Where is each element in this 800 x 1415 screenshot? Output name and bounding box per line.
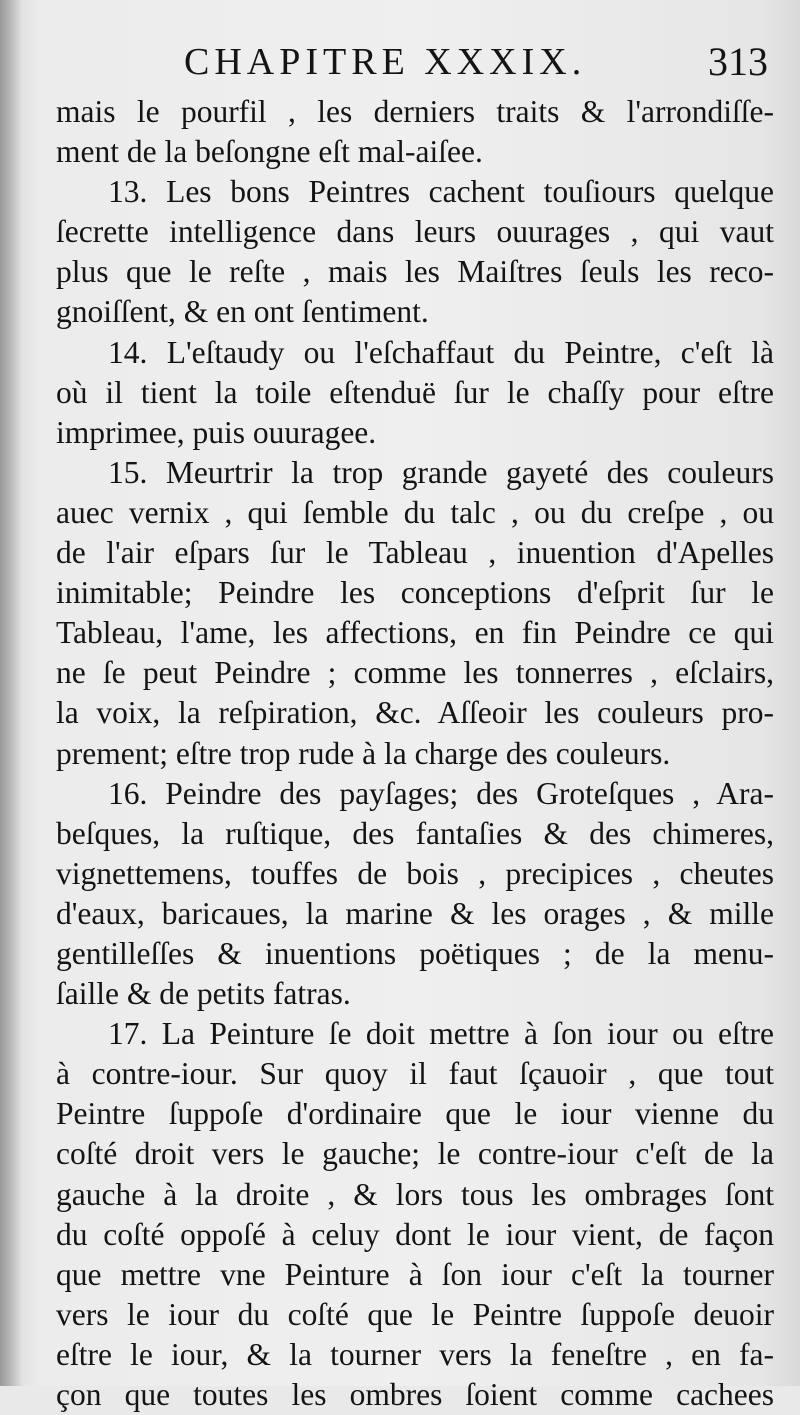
text-line: du coſté oppoſé à celuy dont le iour vient, de façon bbox=[56, 1216, 774, 1252]
text-line: de l'air eſpars ſur le Tableau , inuention d'Apelles bbox=[56, 535, 774, 571]
text-line: ne ſe peut Peindre ; comme les tonnerres , eſclairs, bbox=[56, 655, 774, 691]
text-line: 16. Peindre des payſages; des Groteſques , Ara- bbox=[108, 775, 774, 811]
text-line: ſecrette intelligence dans leurs ouurages , qui vaut bbox=[56, 214, 774, 250]
text-line: 17. La Peinture ſe doit mettre à ſon iour ou eſtre bbox=[108, 1016, 774, 1052]
text-line: auec vernix , qui ſemble du talc , ou du creſpe , ou bbox=[56, 494, 774, 530]
page-number: 313 bbox=[708, 39, 768, 84]
text-line: ment de la beſongne eſt mal-aiſee. bbox=[56, 134, 483, 170]
text-line: Peintre ſuppoſe d'ordinaire que le iour vienne du bbox=[56, 1096, 774, 1132]
page-header bbox=[60, 36, 770, 96]
text-line: gentilleſſes & inuentions poëtiques ; de la menu- bbox=[56, 935, 774, 971]
text-line: mais le pourfil , les derniers traits & l'arrondiſſe- bbox=[56, 94, 774, 129]
text-line: où il tient la toile eſtenduë ſur le chaſſy pour eſtre bbox=[56, 374, 774, 410]
text-line: vignettemens, touffes de bois , precipices , cheutes bbox=[56, 855, 774, 891]
text-line: 14. L'eſtaudy ou l'eſchaffaut du Peintre, c'eſt là bbox=[108, 334, 774, 370]
page-gutter-shadow bbox=[0, 0, 22, 1386]
text-line: gauche à la droite , & lors tous les ombrages ſont bbox=[56, 1176, 774, 1212]
text-line: beſques, la ruſtique, des fantaſies & des chimeres, bbox=[56, 815, 774, 851]
text-line: 15. Meurtrir la trop grande gayeté des couleurs bbox=[108, 454, 774, 490]
text-line: ſaille & de petits fatras. bbox=[56, 976, 351, 1012]
text-line: 13. Les bons Peintres cachent touſiours quelque bbox=[108, 174, 774, 210]
text-line: à contre-iour. Sur quoy il faut ſçauoir , que tout bbox=[56, 1056, 774, 1092]
text-line: d'eaux, baricaues, la marine & les orages , & mille bbox=[56, 895, 774, 931]
text-line: la voix, la reſpiration, &c. Aſſeoir les couleurs pro- bbox=[56, 695, 774, 731]
text-line: Tableau, l'ame, les affections, en fin Peindre ce qui bbox=[56, 615, 774, 651]
text-line: prement; eſtre trop rude à la charge des couleurs. bbox=[56, 735, 671, 771]
running-head: CHAPITRE XXXIX. bbox=[184, 41, 587, 83]
text-line: vers le iour du coſté que le Peintre ſuppoſe deuoir bbox=[56, 1296, 774, 1332]
text-line: coſté droit vers le gauche; le contre-iour c'eſt de la bbox=[56, 1136, 774, 1172]
text-line: eſtre le iour, & la tourner vers la feneſtre , en fa- bbox=[56, 1336, 774, 1372]
body-text bbox=[56, 92, 774, 1415]
text-line: que mettre vne Peinture à ſon iour c'eſt la tourner bbox=[56, 1256, 774, 1292]
text-line: inimitable; Peindre les conceptions d'eſprit ſur le bbox=[56, 575, 774, 611]
text-line: çon que toutes les ombres ſoient comme cachees bbox=[56, 1377, 774, 1412]
text-line: gnoiſſent, & en ont ſentiment. bbox=[56, 294, 429, 330]
text-line: imprimee, puis ouuragee. bbox=[56, 414, 377, 450]
text-line: plus que le reſte , mais les Maiſtres ſeuls les reco- bbox=[56, 254, 774, 290]
